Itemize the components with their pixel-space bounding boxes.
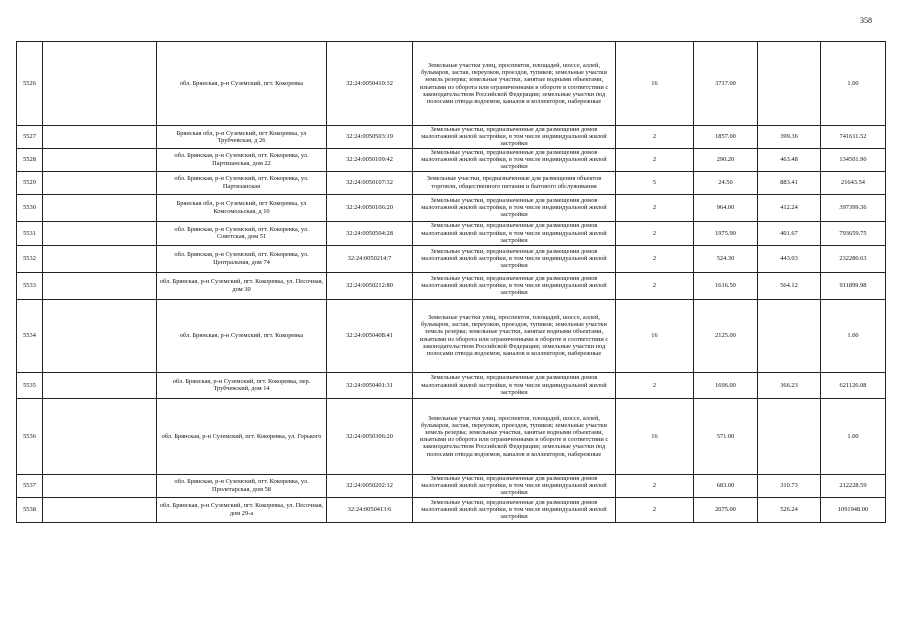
address-cell: Брянская обл, р-н Суземский, пгт Кокоревка, ул Трубчевская, д 26 [157,126,327,149]
cadastral-number-cell: 32:24:0050214:7 [327,245,413,272]
table-body [17,42,886,523]
area-cell: 1696.00 [694,372,758,398]
row-number-cell: 5527 [17,126,43,149]
cadastral-value-cell: 1.00 [821,398,886,474]
land-use-cell: Земельные участки, предназначенные для размещения объектов торговли, общественного питания и бытового обслуживания [413,171,616,194]
address-cell: обл. Брянская, р-н Суземский, пгт. Кокоревка, пер. Трубчевский, дом 14 [157,372,327,398]
rate-cell: 401.67 [758,221,821,245]
rate-cell: 564.12 [758,272,821,299]
table-row [17,245,886,272]
rate-cell: 310.73 [758,474,821,497]
address-cell: обл. Брянская, р-н Суземский, пгт. Кокоревка, ул. Партизанская, дом 22 [157,148,327,171]
row-number-cell: 5535 [17,372,43,398]
cadastral-number-cell: 32:24:0050109:42 [327,148,413,171]
group-cell: 16 [616,299,694,372]
address-cell: обл. Брянская, р-н Суземский, пгт. Кокоревка, ул. Пролетарская, дом 58 [157,474,327,497]
rate-cell [758,42,821,126]
spacer-cell [43,148,157,171]
row-number-cell: 5526 [17,42,43,126]
area-cell: 683.00 [694,474,758,497]
area-cell: 2075.00 [694,497,758,522]
address-cell: обл. Брянская, р-н Суземский, пгт. Кокоревка [157,42,327,126]
land-use-cell: Земельные участки, предназначенные для размещения домов малоэтажной жилой застройки, в том числе индивидуальной жилой застройки [413,221,616,245]
row-number-cell: 5533 [17,272,43,299]
spacer-cell [43,245,157,272]
cadastral-number-cell: 32:24:0050503:19 [327,126,413,149]
area-cell: 1616.50 [694,272,758,299]
area-cell: 964.00 [694,194,758,221]
cadastral-number-cell: 32:24:0050410:32 [327,42,413,126]
table-row [17,194,886,221]
cadastral-value-cell: 1.00 [821,299,886,372]
area-cell: 524.30 [694,245,758,272]
rate-cell: 463.48 [758,148,821,171]
land-use-cell: Земельные участки, предназначенные для размещения домов малоэтажной жилой застройки, в том числе индивидуальной жилой застройки [413,126,616,149]
cadastral-number-cell: 32:24:0050306:20 [327,398,413,474]
row-number-cell: 5529 [17,171,43,194]
group-cell: 2 [616,126,694,149]
table-row [17,474,886,497]
land-use-cell: Земельные участки, предназначенные для размещения домов малоэтажной жилой застройки, в том числе индивидуальной жилой застройки [413,474,616,497]
group-cell: 2 [616,272,694,299]
cadastral-value-cell: 621126.08 [821,372,886,398]
cadastral-number-cell: 32:24:0050401:31 [327,372,413,398]
spacer-cell [43,126,157,149]
spacer-cell [43,299,157,372]
address-cell: Брянская обл, р-н Суземский, пгт Кокоревка, ул Комсомольская, д 10 [157,194,327,221]
table-row [17,497,886,522]
table-row [17,171,886,194]
land-use-cell: Земельные участки улиц, проспектов, площадей, шоссе, аллей, бульваров, застав, переулков, проездов, тупиков; земельные участки земель резерва; земельные участки, занятые водными объектами, изъятыми из оборота или ограниченными в обороте в соответствии с законодательством Российской Федерации; земельные участки под полосами отвода водоемов, каналов и коллекторов, набережные [413,42,616,126]
row-number-cell: 5536 [17,398,43,474]
table-row [17,372,886,398]
address-cell: обл. Брянская, р-н Суземский, пгт. Кокоревка, ул. Центральная, дом 74 [157,245,327,272]
land-registry-table [16,41,886,523]
area-cell: 571.00 [694,398,758,474]
land-use-cell: Земельные участки, предназначенные для размещения домов малоэтажной жилой застройки, в том числе индивидуальной жилой застройки [413,497,616,522]
cadastral-number-cell: 32:24:0050106:20 [327,194,413,221]
table-row [17,148,886,171]
group-cell: 5 [616,171,694,194]
rate-cell: 883.41 [758,171,821,194]
area-cell: 3717.00 [694,42,758,126]
rate-cell [758,299,821,372]
group-cell: 16 [616,42,694,126]
cadastral-value-cell: 21643.54 [821,171,886,194]
rate-cell [758,398,821,474]
group-cell: 2 [616,148,694,171]
cadastral-value-cell: 397399.36 [821,194,886,221]
row-number-cell: 5534 [17,299,43,372]
spacer-cell [43,42,157,126]
row-number-cell: 5531 [17,221,43,245]
cadastral-value-cell: 134501.90 [821,148,886,171]
area-cell: 1975.90 [694,221,758,245]
spacer-cell [43,474,157,497]
cadastral-value-cell: 1091948.00 [821,497,886,522]
land-use-cell: Земельные участки улиц, проспектов, площадей, шоссе, аллей, бульваров, застав, переулков, проездов, тупиков; земельные участки земель резерва; земельные участки, занятые водными объектами, изъятыми из оборота или ограниченными в обороте в соответствии с законодательством Российской Федерации; земельные участки под полосами отвода водоемов, каналов и коллекторов, набережные [413,299,616,372]
land-use-cell: Земельные участки улиц, проспектов, площадей, шоссе, аллей, бульваров, застав, переулков, проездов, тупиков; земельные участки земель резерва; земельные участки, занятые водными объектами, изъятыми из оборота или ограниченными в обороте в соответствии с законодательством Российской Федерации; земельные участки под полосами отвода водоемов, каналов и коллекторов, набережные [413,398,616,474]
land-use-cell: Земельные участки, предназначенные для размещения домов малоэтажной жилой застройки, в том числе индивидуальной жилой застройки [413,245,616,272]
address-cell: обл. Брянская, р-н Суземский, пгт. Кокоревка, ул. Горького [157,398,327,474]
address-cell: обл. Брянская, р-н Суземский, пгт. Кокоревка, ул. Песочная, дом 30 [157,272,327,299]
table-row [17,398,886,474]
spacer-cell [43,221,157,245]
area-cell: 24.50 [694,171,758,194]
rate-cell: 366.23 [758,372,821,398]
rate-cell: 443.03 [758,245,821,272]
page-number: 358 [860,16,872,25]
spacer-cell [43,372,157,398]
row-number-cell: 5537 [17,474,43,497]
rate-cell: 412.24 [758,194,821,221]
row-number-cell: 5528 [17,148,43,171]
cadastral-number-cell: 32:24:0050107:32 [327,171,413,194]
cadastral-value-cell: 793659.75 [821,221,886,245]
row-number-cell: 5532 [17,245,43,272]
land-use-cell: Земельные участки, предназначенные для размещения домов малоэтажной жилой застройки, в том числе индивидуальной жилой застройки [413,372,616,398]
cadastral-value-cell: 232280.63 [821,245,886,272]
table-row [17,272,886,299]
spacer-cell [43,272,157,299]
cadastral-number-cell: 32:24:0050202:12 [327,474,413,497]
table-row [17,221,886,245]
cadastral-value-cell: 911899.98 [821,272,886,299]
group-cell: 2 [616,497,694,522]
spacer-cell [43,497,157,522]
spacer-cell [43,194,157,221]
table-row [17,126,886,149]
land-use-cell: Земельные участки, предназначенные для размещения домов малоэтажной жилой застройки, в том числе индивидуальной жилой застройки [413,194,616,221]
area-cell: 290.20 [694,148,758,171]
cadastral-number-cell: 32:24:0050212:80 [327,272,413,299]
row-number-cell: 5530 [17,194,43,221]
address-cell: обл. Брянская, р-н Суземский, пгт. Кокоревка [157,299,327,372]
land-use-cell: Земельные участки, предназначенные для размещения домов малоэтажной жилой застройки, в том числе индивидуальной жилой застройки [413,272,616,299]
spacer-cell [43,398,157,474]
cadastral-number-cell: 32:24:0050504:28 [327,221,413,245]
group-cell: 2 [616,194,694,221]
cadastral-number-cell: 32:24:0050408:41 [327,299,413,372]
cadastral-value-cell: 1.00 [821,42,886,126]
cadastral-value-cell: 212228.59 [821,474,886,497]
area-cell: 1857.00 [694,126,758,149]
group-cell: 16 [616,398,694,474]
cadastral-value-cell: 741611.52 [821,126,886,149]
rate-cell: 526.24 [758,497,821,522]
cadastral-number-cell: 32:24:0050413:6 [327,497,413,522]
address-cell: обл. Брянская, р-н Суземский, пгт. Кокоревка, ул. Партизанская [157,171,327,194]
row-number-cell: 5538 [17,497,43,522]
group-cell: 2 [616,372,694,398]
group-cell: 2 [616,474,694,497]
land-use-cell: Земельные участки, предназначенные для размещения домов малоэтажной жилой застройки, в том числе индивидуальной жилой застройки [413,148,616,171]
rate-cell: 399.36 [758,126,821,149]
address-cell: обл. Брянская, р-н Суземский, пгт. Кокоревка, ул. Советская, дом 51 [157,221,327,245]
table-row [17,42,886,126]
area-cell: 2125.00 [694,299,758,372]
group-cell: 2 [616,245,694,272]
spacer-cell [43,171,157,194]
group-cell: 2 [616,221,694,245]
table-row [17,299,886,372]
address-cell: обл. Брянская, р-н Суземский, пгт. Кокоревка, ул. Песочная, дом 29-а [157,497,327,522]
